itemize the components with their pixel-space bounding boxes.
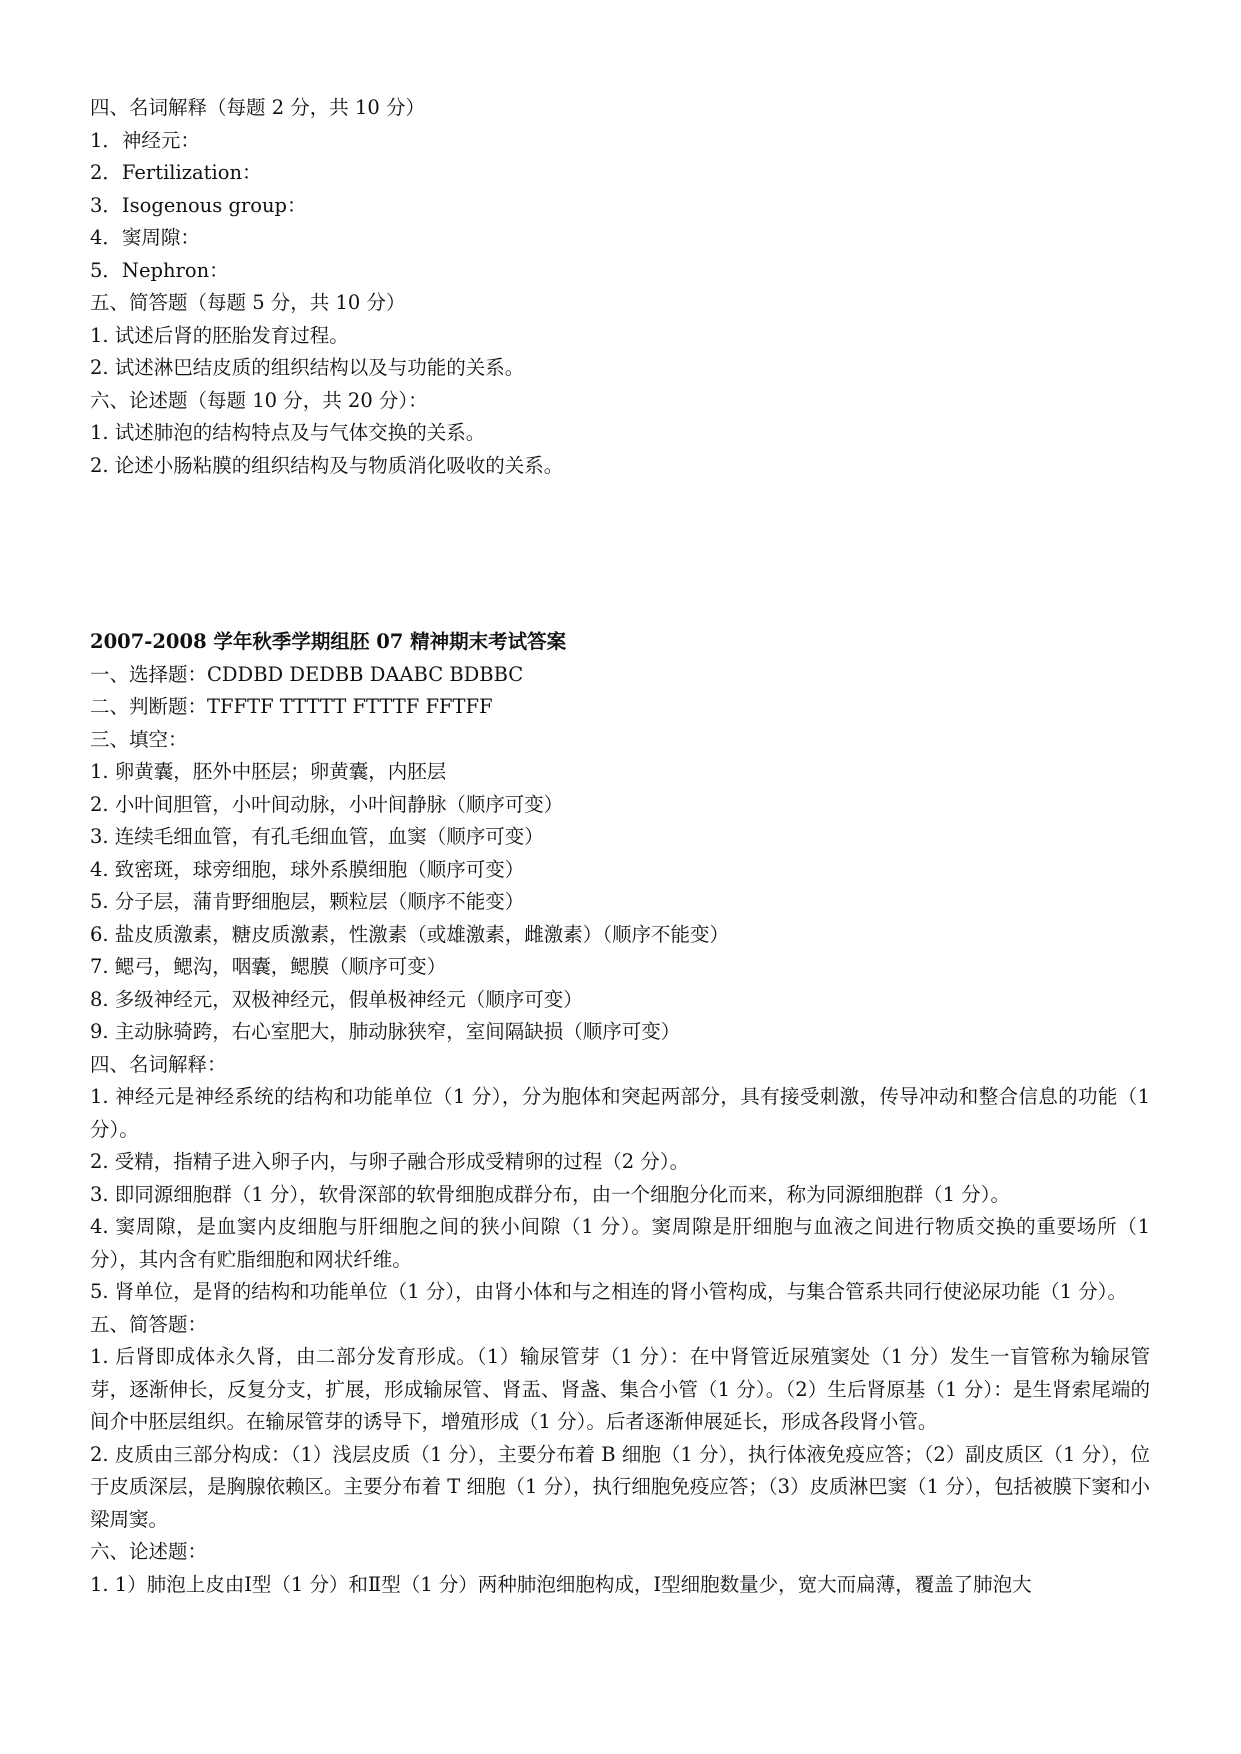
essay-question-1: 1. 试述肺泡的结构特点及与气体交换的关系。 (90, 421, 486, 444)
section-6-heading: 六、论述题（每题 10 分，共 20 分）： (90, 388, 428, 412)
essay-question-2: 2. 论述小肠粘膜的组织结构及与物质消化吸收的关系。 (90, 453, 564, 477)
term-answer-5: 5. 肾单位，是肾的结构和功能单位（1 分），由肾小体和与之相连的肾小管构成，与集合管系共同行使泌尿功能（1 分）。 (90, 1280, 1128, 1303)
term-answer-1: 1. 神经元是神经系统的结构和功能单位（1 分），分为胞体和突起两部分，具有接受刺激，传导冲动和整合信息的功能（1 分）。 (90, 1085, 1150, 1141)
term-answer-2: 2. 受精，指精子进入卵子内，与卵子融合形成受精卵的过程（2 分）。 (90, 1150, 690, 1173)
term-question-2: 2．Fertilization： (90, 161, 262, 184)
fill-answer-3: 3. 连续毛细血管，有孔毛细血管，血窦（顺序可变） (90, 825, 544, 848)
judge-answers: 二、判断题：TFFTF TTTTT FTTTF FFTFF (90, 695, 493, 718)
short-answer-heading: 五、简答题： (90, 1312, 208, 1336)
essay-answer-1: 1. 1）肺泡上皮由Ⅰ型（1 分）和Ⅱ型（1 分）两种肺泡细胞构成，Ⅰ型细胞数量少，宽大而扁薄，覆盖了肺泡大 (90, 1572, 1032, 1596)
term-answer-4: 4. 窦周隙，是血窦内皮细胞与肝细胞之间的狭小间隙（1 分）。窦周隙是肝细胞与血液之间进行物质交换的重要场所（1 分），其内含有贮脂细胞和网状纤维。 (90, 1215, 1150, 1271)
section-4-heading: 四、名词解释（每题 2 分，共 10 分） (90, 96, 426, 119)
fill-answer-8: 8. 多级神经元，双极神经元，假单极神经元（顺序可变） (90, 987, 583, 1011)
short-question-2: 2. 试述淋巴结皮质的组织结构以及与功能的关系。 (90, 356, 525, 379)
section-5-heading: 五、简答题（每题 5 分，共 10 分） (90, 291, 406, 314)
fill-answer-4: 4. 致密斑，球旁细胞，球外系膜细胞（顺序可变） (90, 857, 525, 881)
answer-key (90, 626, 1150, 1601)
terms-heading: 四、名词解释： (90, 1052, 227, 1076)
term-answer-3: 3. 即同源细胞群（1 分），软骨深部的软骨细胞成群分布，由一个细胞分化而来，称为同源细胞群（1 分）。 (90, 1182, 1011, 1206)
exam-questions (90, 92, 1150, 482)
fill-answer-6: 6. 盐皮质激素，糖皮质激素，性激素（或雄激素，雌激素）（顺序不能变） (90, 922, 730, 946)
answer-key-title: 2007-2008 学年秋季学期组胚 07 精神期末考试答案 (90, 630, 567, 653)
fill-answer-1: 1. 卵黄囊，胚外中胚层；卵黄囊，内胚层 (90, 760, 447, 783)
short-answer-1: 1. 后肾即成体永久肾，由二部分发育形成。（1）输尿管芽（1 分）：在中肾管近尿殖窦处（1 分）发生一盲管称为输尿管芽，逐渐伸长，反复分支，扩展，形成输尿管、肾盂、肾盏、集合小管（1 分）。（2）生后肾原基（1 分）：是生肾索尾端的间介中胚层组织。在输尿管芽的诱导下，增殖形成（1 分）。后者逐渐伸展延长，形成各段肾小管。 (90, 1345, 1150, 1433)
term-question-5: 5．Nephron： (90, 258, 229, 282)
essay-answer-heading: 六、论述题： (90, 1540, 208, 1563)
fill-answer-5: 5. 分子层，蒲肯野细胞层，颗粒层（顺序不能变） (90, 890, 525, 913)
fill-answer-7: 7. 鳃弓，鳃沟，咽囊，鳃膜（顺序可变） (90, 955, 447, 978)
term-question-4: 4．窦周隙： (90, 226, 200, 249)
short-question-1: 1. 试述后肾的胚胎发育过程。 (90, 323, 349, 347)
term-question-1: 1．神经元： (90, 128, 200, 152)
term-question-3: 3．Isogenous group： (90, 193, 307, 217)
fill-answer-2: 2. 小叶间胆管，小叶间动脉，小叶间静脉（顺序可变） (90, 792, 564, 816)
choice-answers: 一、选择题：CDDBD DEDBB DAABC BDBBC (90, 662, 524, 686)
short-answer-2: 2. 皮质由三部分构成：（1）浅层皮质（1 分），主要分布着 B 细胞（1 分），执行体液免疫应答；（2）副皮质区（1 分），位于皮质深层，是胸腺依赖区。主要分布着 T 细胞（1 分），执行细胞免疫应答；（3）皮质淋巴窦（1 分），包括被膜下窦和小梁周窦。 (90, 1442, 1150, 1531)
fill-answer-9: 9. 主动脉骑跨，右心室肥大，肺动脉狭窄，室间隔缺损（顺序可变） (90, 1020, 681, 1043)
fill-heading: 三、填空： (90, 727, 188, 751)
